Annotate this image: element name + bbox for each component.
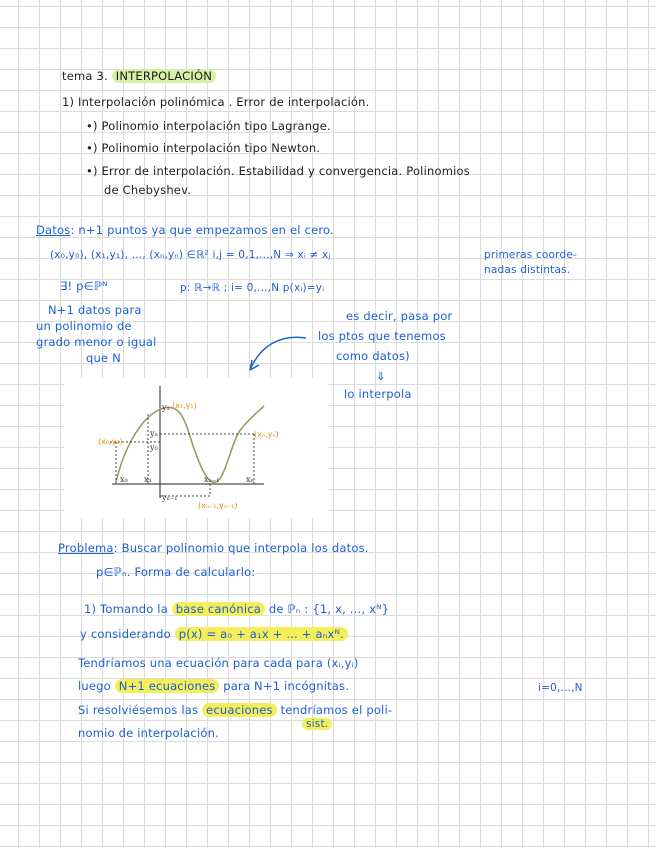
problema-line-2: p∈ℙₙ. Forma de calcularlo: [96, 565, 256, 579]
datos-arrow: ⇓ [376, 369, 386, 383]
interpolation-figure [64, 378, 328, 518]
datos-right-1: es decir, pasa por [346, 309, 453, 323]
topic-title: INTERPOLACIÓN [112, 69, 216, 83]
datos-label: Datos [36, 223, 71, 237]
fig-pN1: (xₙ₋₁,yₙ₋₁) [198, 501, 238, 510]
topic-prefix: tema 3. [62, 69, 108, 83]
step1-c: de ℙₙ : {1, x, ..., xᴺ} [268, 602, 390, 616]
step4-c: para N+1 incógnitas. [223, 679, 350, 693]
fig-p1: (x₁,y₁) [172, 401, 197, 410]
problema-step-3: Tendríamos una ecuación para cada para (xᵢ,yᵢ) [78, 656, 359, 670]
datos-line-1 [36, 224, 334, 237]
step5-sist [302, 718, 332, 731]
outline-sub-3a: •) Error de interpolación. Estabilidad y convergencia. Polinomios [86, 164, 470, 178]
outline-sub-3b: de Chebyshev. [104, 183, 192, 197]
datos-line-2: (x₀,y₀), (x₁,y₁), ..., (xₙ,yₙ) ∈ℝ² i,j = 0,1,...,N ⇒ xᵢ ≠ xⱼ [50, 249, 331, 261]
datos-right-4: lo interpola [344, 387, 412, 401]
step2-a: y considerando [80, 627, 171, 641]
step5-a: Si resolviésemos las [78, 703, 199, 717]
interpolation-graph [64, 378, 328, 518]
step4-range: i=0,...,N [538, 682, 583, 694]
datos-line-3a: ∃! p∈ℙᴺ [60, 279, 108, 293]
fig-xN1: xₙ₋₁ [204, 475, 220, 484]
topic-heading [62, 70, 216, 83]
step4-a: luego [78, 679, 111, 693]
step5-sist-label: sist. [302, 718, 332, 730]
step1-base-canonica: base canónica [172, 602, 265, 616]
curved-arrow-icon [240, 330, 310, 380]
fig-p0: (x₀,y₀) [98, 437, 123, 446]
fig-y0: y₀ [150, 443, 158, 452]
fig-xN: xₙ [246, 475, 254, 484]
fig-x0: x₀ [120, 475, 128, 484]
datos-left-2: un polinomio de [36, 319, 132, 333]
outline-item-1: 1) Interpolación polinómica . Error de interpolación. [62, 95, 370, 109]
problema-text: : Buscar polinomio que interpola los datos. [113, 541, 369, 555]
fig-y1: y₁ [162, 403, 170, 412]
step1-a: 1) Tomando la [84, 602, 168, 616]
fig-x1: x₁ [144, 475, 152, 484]
problema-step-5 [78, 704, 392, 717]
problema-step-6: nomio de interpolación. [78, 726, 219, 740]
problema-line-1 [58, 542, 369, 555]
datos-text: : n+1 puntos ya que empezamos en el cero. [70, 223, 334, 237]
step4-ecuaciones: N+1 ecuaciones [115, 679, 220, 693]
datos-left-3: grado menor o igual [36, 335, 157, 349]
fig-pN: (xₙ,yₙ) [254, 430, 279, 439]
problema-step-4 [78, 680, 349, 693]
datos-right-3: como datos) [336, 349, 410, 363]
datos-right-2: los ptos que tenemos [318, 329, 446, 343]
step5-c: tendríamos el poli- [280, 703, 393, 717]
datos-primeras-2: nadas distintas. [484, 264, 571, 276]
problema-label: Problema [58, 541, 114, 555]
problema-step-1 [84, 603, 389, 616]
problema-step-2 [80, 628, 348, 641]
outline-sub-1: •) Polinomio interpolación tipo Lagrange. [86, 119, 331, 133]
step5-ecuaciones: ecuaciones [202, 703, 277, 717]
fig-yN1: yₙ₋₁ [162, 493, 178, 502]
fig-yN: yₙ [150, 429, 158, 438]
datos-left-1: N+1 datos para [48, 303, 142, 317]
datos-line-3b: p: ℝ→ℝ ; i= 0,...,N p(xᵢ)=yᵢ [180, 282, 325, 294]
step2-polynomial: p(x) = a₀ + a₁x + ... + aₙxᴺ. [175, 627, 348, 641]
datos-left-4: que N [86, 351, 121, 365]
outline-sub-2: •) Polinomio interpolación tipo Newton. [86, 141, 321, 155]
datos-primeras-1: primeras coorde- [484, 249, 578, 261]
